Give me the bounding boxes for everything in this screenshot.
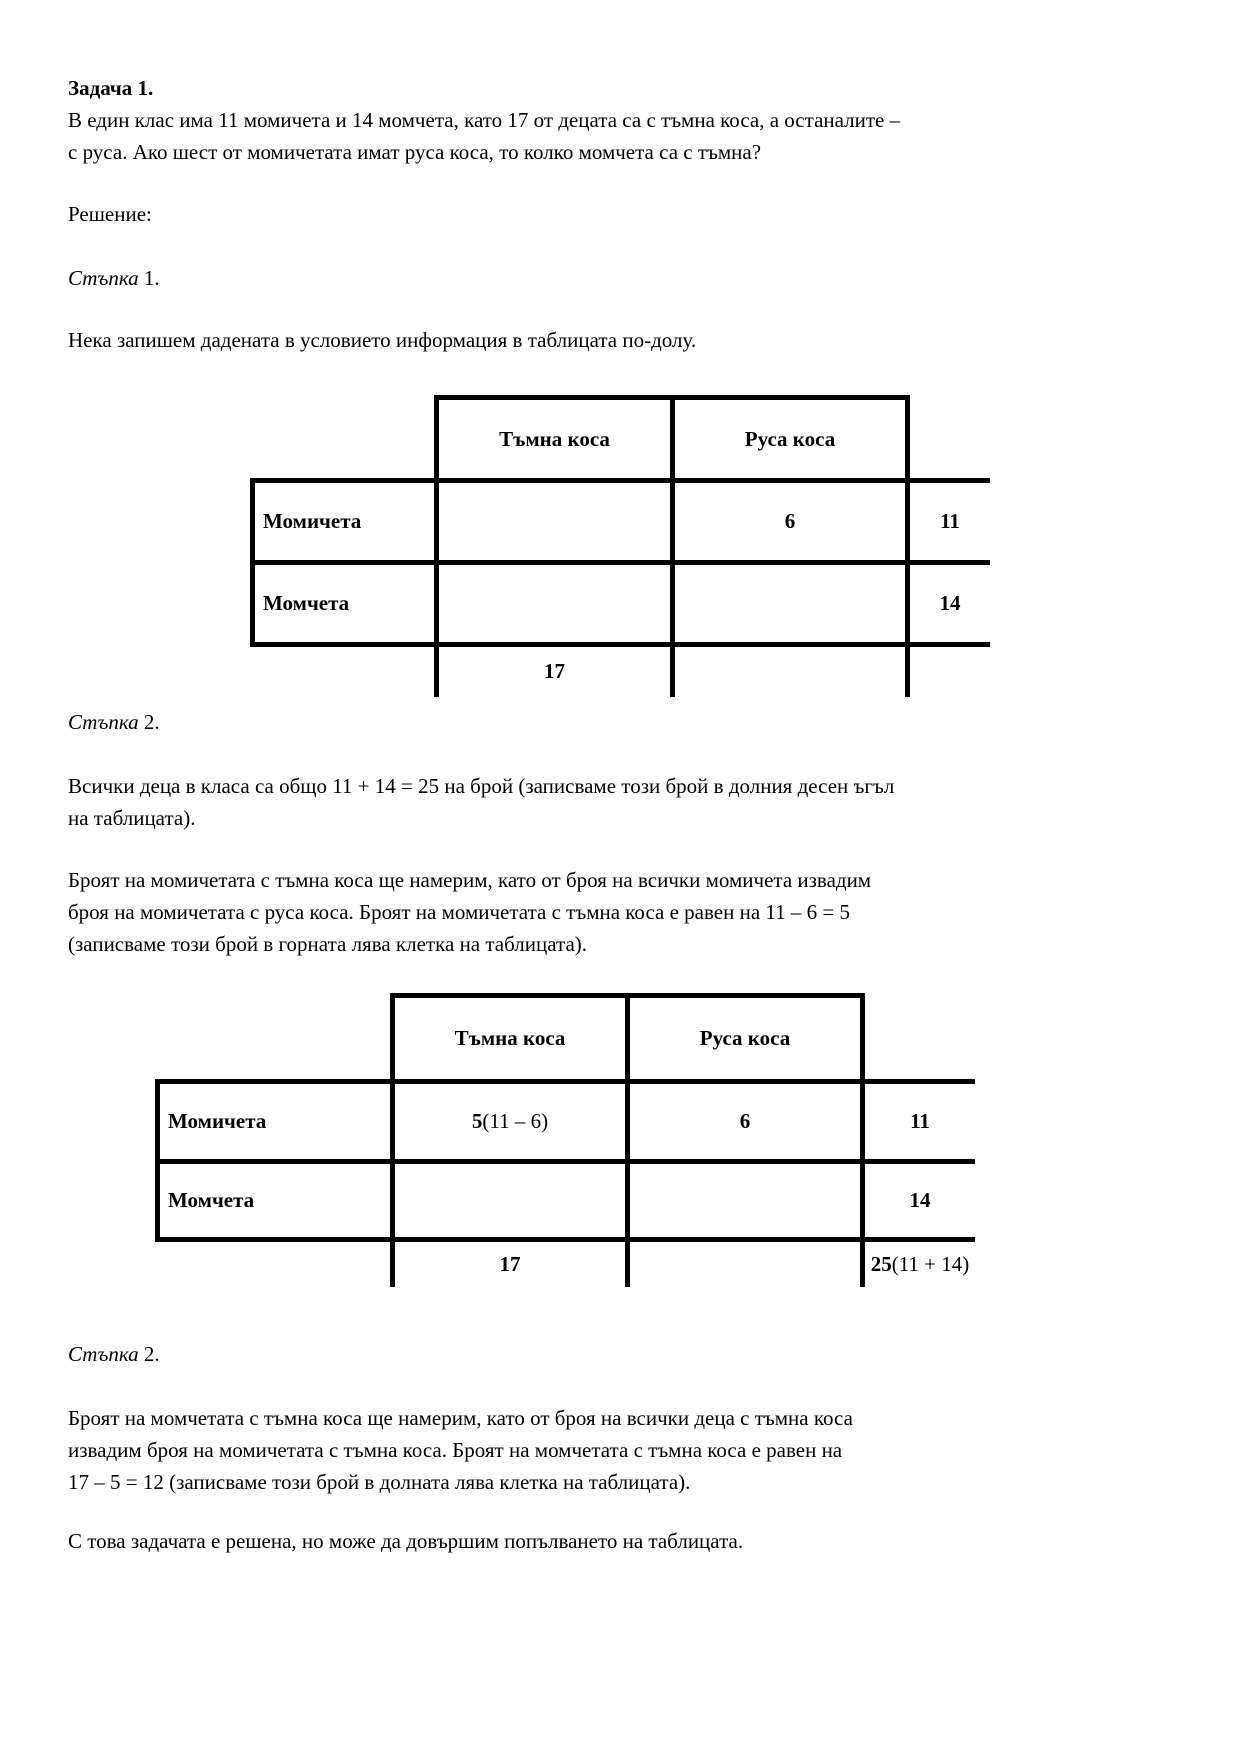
boys-dark-line: извадим броя на момичетата с тъмна коса. Броят на момчетата с тъмна коса е равен на [68,1438,843,1462]
boys-dark-hair-paragraph [68,1402,853,1498]
step-1-word: Стъпка [68,266,139,290]
problem-title: Задача 1. [68,76,154,100]
total-children-paragraph [68,770,894,834]
step-2-number: 2. [138,710,160,734]
girls-dark-line: Броят на момичетата с тъмна коса ще намерим, като от броя на всички момичета извадим [68,868,872,892]
col-header-dark-hair: Тъмна коса [499,426,610,451]
col-header-blond-hair: Руса коса [744,426,836,451]
row-label-boys: Момчета [263,591,350,615]
cell-girls-dark-value: 5 [471,1109,483,1133]
cell-girls-blond: 6 [739,1109,751,1133]
step-1-heading [68,262,160,294]
cell-dark-total: 17 [544,658,565,683]
cell-boys-total: 14 [909,1188,931,1212]
row-label-girls: Момичета [263,509,362,533]
total-children-line: на таблицата). [68,806,196,830]
cell-girls-total: 11 [940,509,960,533]
boys-dark-line: 17 – 5 = 12 (записваме този брой в долната лява клетка на таблицата). [68,1470,691,1494]
two-way-table-initial [0,395,1240,697]
cell-grand-total-value: 25 [870,1252,892,1276]
cell-girls-blond: 6 [784,509,796,533]
closing-paragraph: С това задачата е решена, но може да довършим попълването на таблицата. [68,1529,744,1553]
row-label-boys: Момчета [168,1188,255,1212]
problem-statement-line: В един клас има 11 момичета и 14 момчета, като 17 от децата са с тъмна коса, а останалите – [68,108,901,132]
cell-girls-dark-formula: (11 – 6) [482,1109,549,1133]
boys-dark-line: Броят на момчетата с тъмна коса ще намерим, като от броя на всички деца с тъмна коса [68,1406,853,1430]
row-label-girls: Момичета [168,1109,267,1133]
cell-grand-total [865,1242,975,1287]
col-header-blond-hair: Руса коса [699,1026,791,1050]
girls-dark-hair-paragraph [68,864,871,960]
step-2b-word: Стъпка [68,1342,139,1366]
two-way-table-partial [0,993,1240,1287]
solution-label: Решение: [68,202,152,226]
cell-girls-dark [395,1084,625,1159]
girls-dark-line: броя на момичетата с руса коса. Броят на момичетата с тъмна коса е равен на 11 – 6 = 5 [68,900,850,924]
problem-statement-line: с руса. Ако шест от момичетата имат руса коса, то колко момчета са с тъмна? [68,140,762,164]
step-1-number: 1. [138,266,160,290]
step-2b-number: 2. [138,1342,160,1366]
girls-dark-line: (записваме този брой в горната лява клетка на таблицата). [68,932,588,956]
cell-girls-total: 11 [910,1109,930,1133]
cell-dark-total: 17 [499,1252,521,1276]
cell-grand-total-formula: (11 + 14) [891,1252,970,1276]
step-2b-heading [68,1338,160,1370]
problem-statement [68,104,900,168]
cell-boys-total: 14 [939,591,961,615]
table-intro-paragraph: Нека запишем дадената в условието информация в таблицата по-долу. [68,328,697,352]
step-2-word: Стъпка [68,710,139,734]
total-children-line: Всички деца в класа са общо 11 + 14 = 25 на брой (записваме този брой в долния десен ъгъл [68,774,895,798]
col-header-dark-hair: Тъмна коса [454,1026,566,1050]
step-2-heading [68,706,160,738]
